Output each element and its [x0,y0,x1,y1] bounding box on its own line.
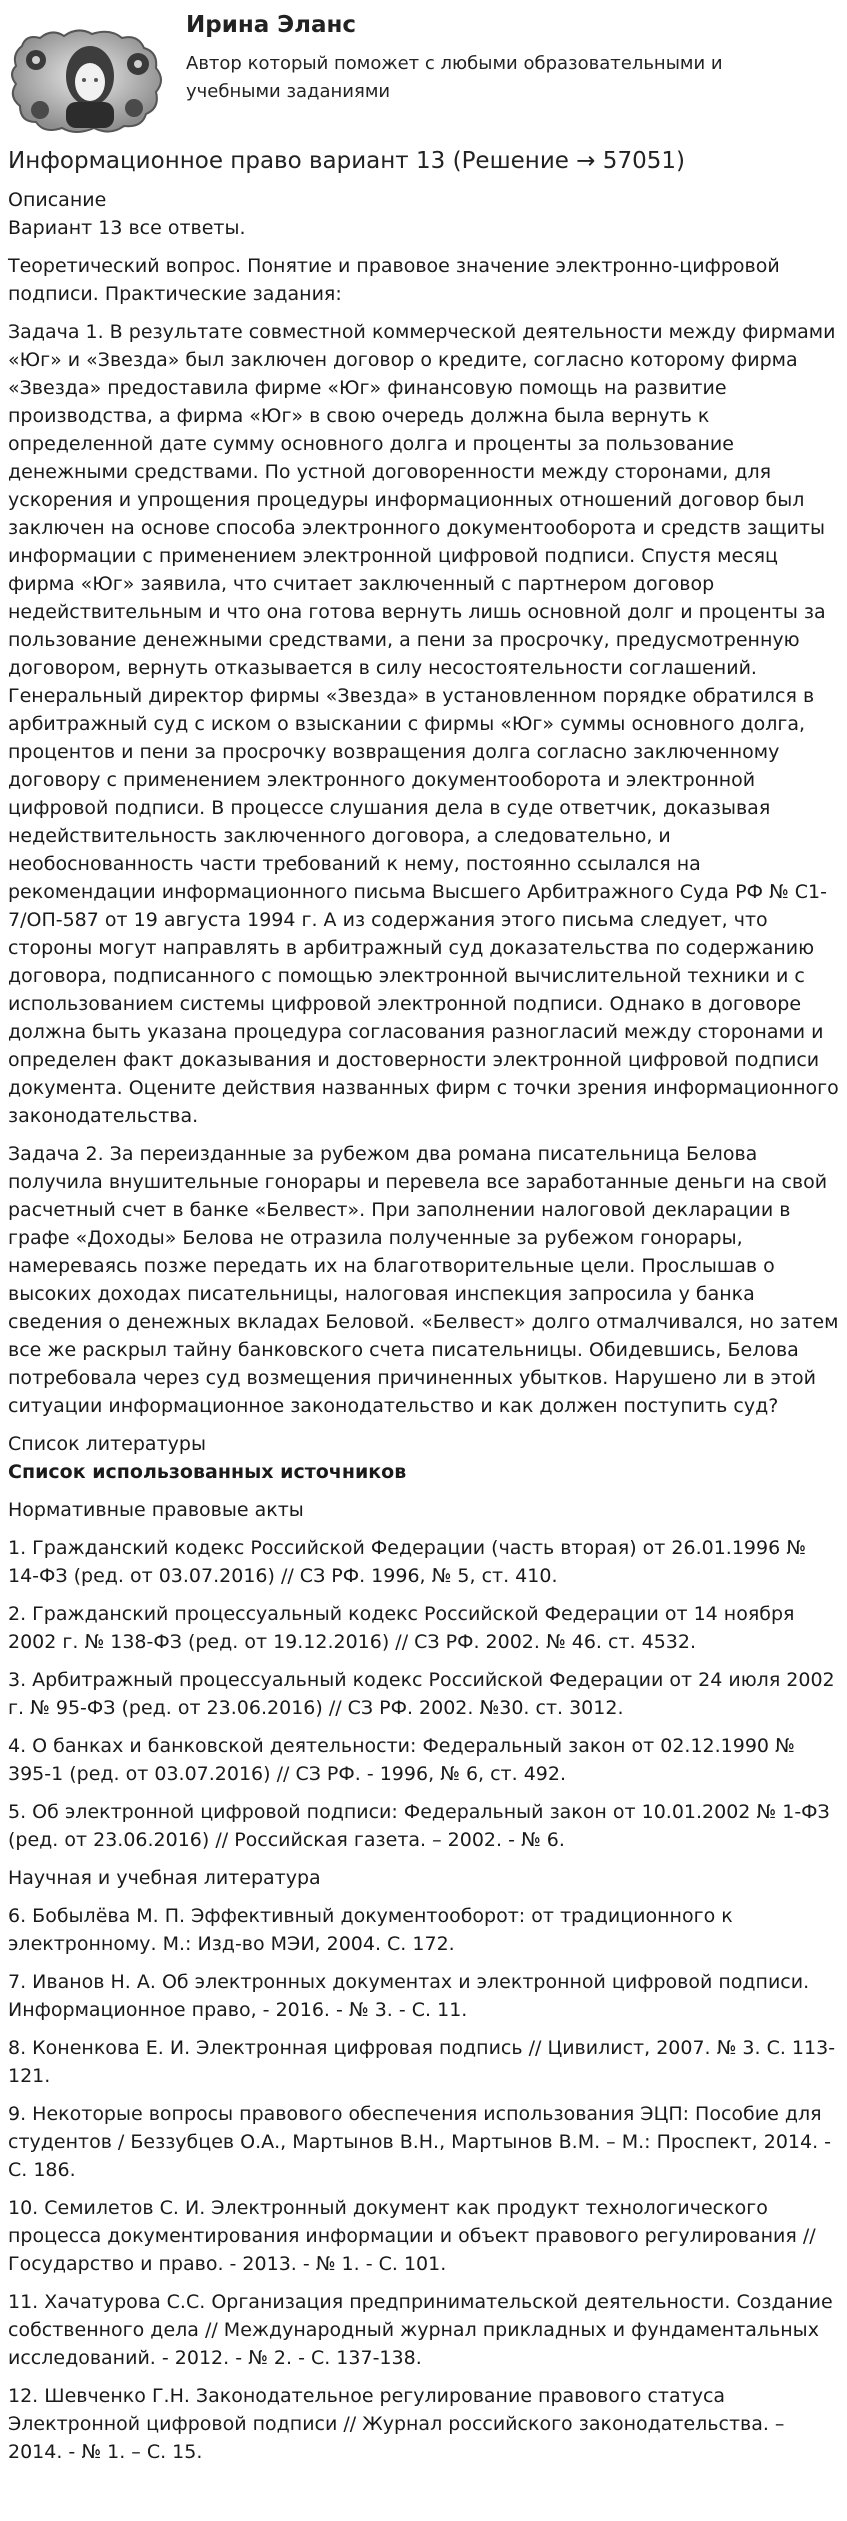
theory-question: Теоретический вопрос. Понятие и правовое значение электронно-цифровой подписи. Практические задания: [8,255,780,305]
literature-label: Список литературы [8,1433,206,1455]
normative-heading: Нормативные правовые акты [8,1499,304,1521]
list-item: 2. Гражданский процессуальный кодекс Российской Федерации от 14 ноября 2002 г. № 138-ФЗ (ред. от 19.12.2016) // СЗ РФ. 2002. № 46. ст. 4532. [8,1603,795,1653]
list-item: 5. Об электронной цифровой подписи: Федеральный закон от 10.01.2002 № 1-ФЗ (ред. от 23.06.2016) // Российская газета. – 2002. - № 6. [8,1801,830,1851]
author-card[interactable] [0,0,847,140]
page-title: Информационное право вариант 13 (Решение → 57051) [8,148,685,174]
list-item: 8. Кoненкова Е. И. Электронная цифровая подпись // Цивилист, 2007. № 3. С. 113-121. [8,2037,836,2087]
task-1: Задача 1. В результате совместной коммерческой деятельности между фирмами «Юг» и «Звезда» был заключен договор о кредите, согласно которому фирма «Звезда» предоставила фирме «Юг» финансовую помощь на развитие производства, а фирма «Юг» в свою очередь должна была вернуть к определенной дате сумму основного долга и проценты за пользование денежными средствами. По устной договоренности между сторонами, для ускорения и упрощения процедуры информационных отношений договор был заключен на основе способа электронного документооборота и средств защиты информации с применением электронной цифровой подписи. Спустя месяц фирма «Юг» заявила, что считает заключенный с партнером договор недействительным и что она готова вернуть лишь основной долг и проценты за пользование денежными средствами, а пени за просрочку, предусмотренную договором, вернуть отказывается в силу несостоятельности соглашений. Генеральный директор фирмы «Звезда» в установленном порядке обратился в арбитражный суд с иском о взыскании с фирмы «Юг» суммы основного долга, процентов и пени за просрочку возвращения долга согласно заключенному договору с применением электронного документооборота и электронной цифровой подписи. В процессе слушания дела в суде ответчик, доказывая недействительность заключенного договора, а следовательно, и необоснованность части требований к нему, постоянно ссылался на рекомендации информационного письма Высшего Арбитражного Суда РФ № С1-7/ОП-587 от 19 августа 1994 г. А из содержания этого письма следует, что стороны могут направлять в арбитражный суд доказательства по содержанию договора, подписанного с помощью электронной вычислительной техники и с использованием системы цифровой электронной подписи. Однако в договоре должна быть указана процедура согласования разногласий между сторонами и определен факт доказывания и достоверности электронной цифровой подписи документа. Оцените действия названных фирм с точки зрения информационного законодательства. [8,321,839,1127]
list-item: 3. Арбитражный процессуальный кодекс Российской Федерации от 24 июля 2002 г. № 95-ФЗ (ред. от 23.06.2016) // СЗ РФ. 2002. №30. ст. 3012. [8,1669,835,1719]
author-name[interactable]: Ирина Эланс [186,12,357,38]
list-item: 7. Иванов Н. А. Об электронных документах и электронной цифровой подписи. Информационное право, - 2016. - № 3. - С. 11. [8,1971,810,2021]
list-item: 12. Шевченко Г.Н. Законодательное регулирование правового статуса Электронной цифровой подписи // Журнал российского законодательства. – 2014. - № 1. – С. 15. [8,2385,785,2463]
avatar[interactable] [6,24,176,136]
list-item: 11. Хачатурова С.С. Организация предпринимательской деятельности. Создание собственного дела // Международный журнал прикладных и фундаментальных исследований. - 2012. - № 2. - С. 137-138. [8,2291,833,2369]
list-item: 10. Семилетов С. И. Электронный документ как продукт технологического процесса документирования информации и объект правового регулирования // Государство и право. - 2013. - № 1. - С. 101. [8,2197,816,2275]
scientific-heading: Научная и учебная литература [8,1867,321,1889]
task-2: Задача 2. За переизданные за рубежом два романа писательница Белова получила внушительные гонорары и перевела все заработанные деньги на свой расчетный счет в банке «Белвест». При заполнении налоговой декларации в графе «Доходы» Белова не отразила полученные за рубежом гонорары, намереваясь позже передать их на благотворительные цели. Прослышав о высоких доходах писательницы, налоговая инспекция запросила у банка сведения о денежных вкладах Беловой. «Белвест» долго отмалчивался, но затем все же раскрыл тайну банковского счета писательницы. Обидевшись, Белова потребовала через суд возмещения причиненных убытков. Нарушено ли в этой ситуации информационное законодательство и как должен поступить суд? [8,1143,839,1417]
author-description: Автор который поможет с любыми образовательными и учебными заданиями [186,53,723,102]
list-item: 4. О банках и банковской деятельности: Федеральный закон от 02.12.1990 № 395-1 (ред. от 03.07.2016) // СЗ РФ. - 1996, № 6, ст. 492. [8,1735,795,1785]
sources-heading: Список использованных источников [8,1461,407,1483]
list-item: 6. Бобылёва М. П. Эффективный документооборот: от традиционного к электронному. М.: Изд-во МЭИ, 2004. С. 172. [8,1905,733,1955]
photo-collage-avatar-icon [6,24,176,136]
document-content [8,144,840,2476]
list-item: 9. Некоторые вопросы правового обеспечения использования ЭЦП: Пособие для студентов / Беззубцев О.А., Мартынов В.Н., Мартынов В.М. – М.: Проспект, 2014. - С. 186. [8,2103,832,2181]
description-label: Описание [8,189,107,211]
intro-text: Вариант 13 все ответы. [8,217,246,239]
list-item: 1. Гражданский кодекс Российской Федерации (часть вторая) от 26.01.1996 № 14-ФЗ (ред. от 03.07.2016) // СЗ РФ. 1996, № 5, ст. 410. [8,1537,806,1587]
